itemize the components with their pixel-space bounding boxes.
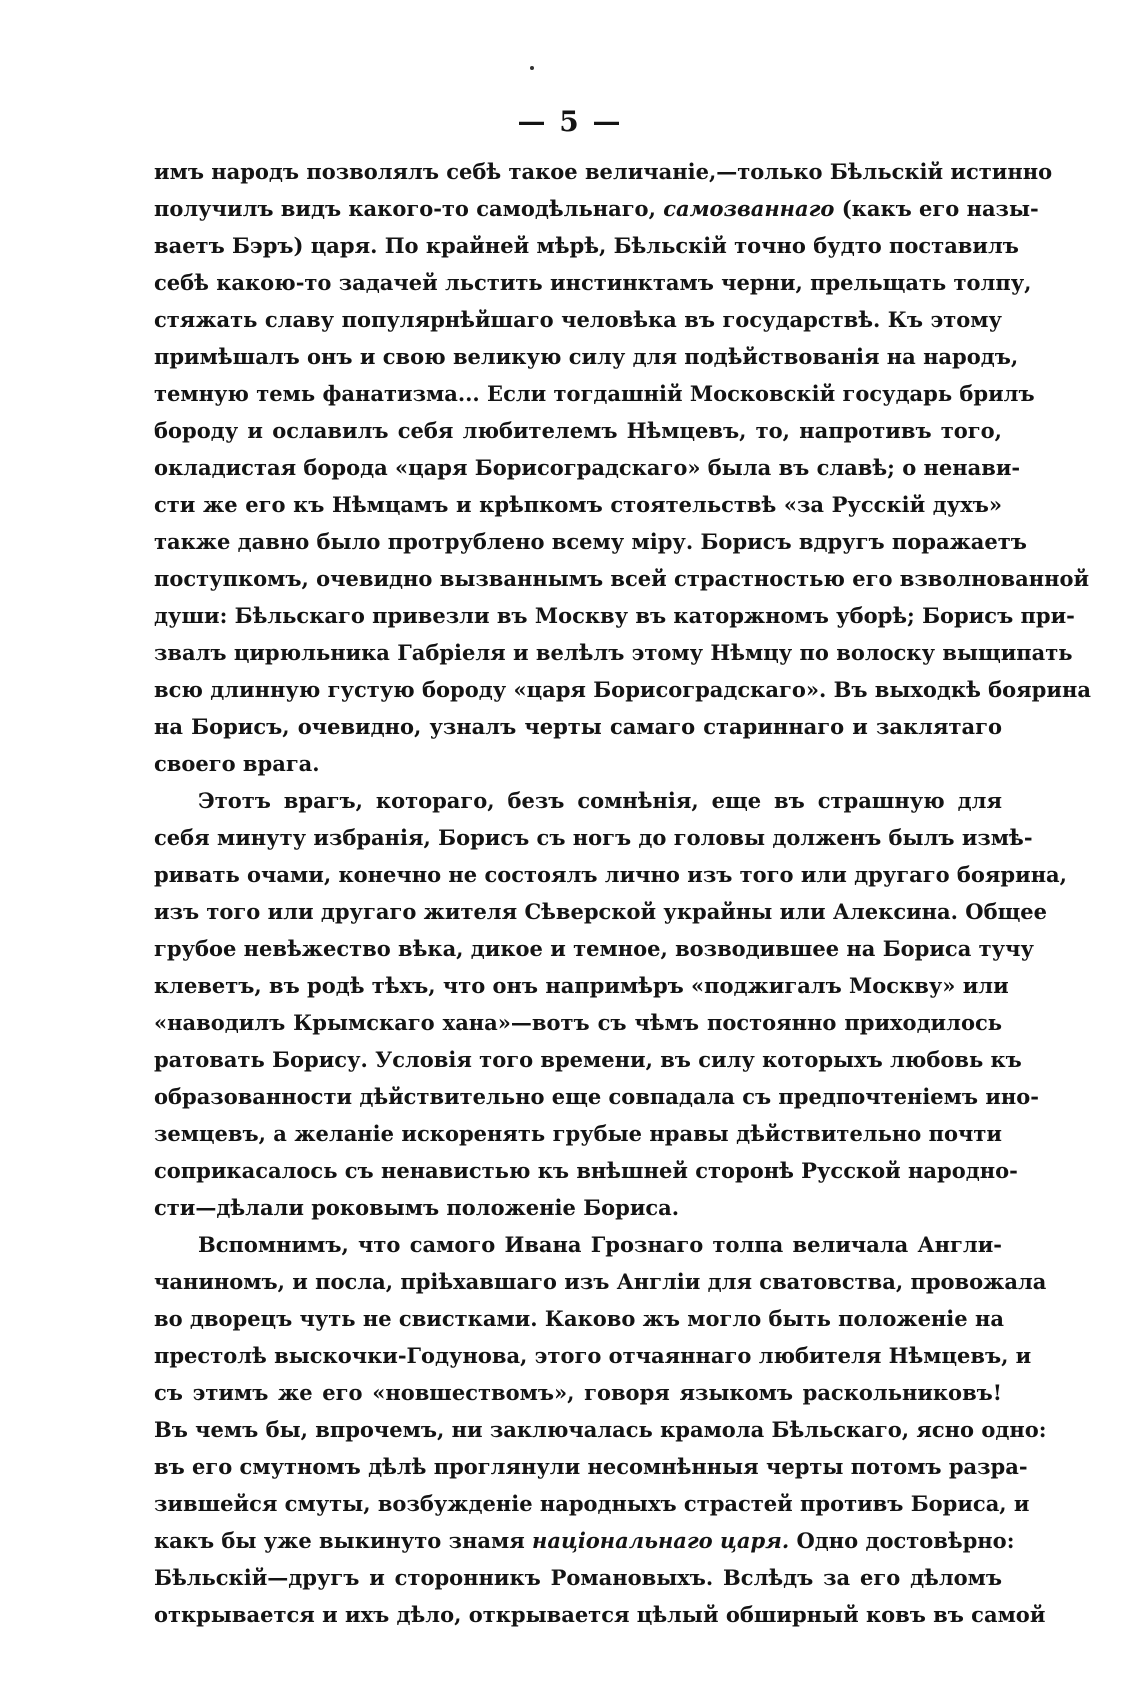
text-line: грубое невѣжество вѣка, дикое и темное, возводившее на Бориса тучу: [154, 936, 1034, 961]
print-speck: [530, 66, 534, 70]
text-line: себѣ какою-то задачей льстить инстинктамъ черни, прельщать толпу,: [154, 270, 1032, 295]
text-line: ривать очами, конечно не состоялъ лично изъ того или другаго боярина,: [154, 862, 1067, 887]
text-line: образованности дѣйствительно еще совпадала съ предпочтеніемъ ино-: [154, 1084, 1039, 1109]
page-number: — 5 —: [517, 105, 623, 138]
text-segment: какъ бы уже выкинуто знамя: [154, 1528, 533, 1553]
text-line: Вспомнимъ, что самого Ивана Грознаго толпа величала Англи-: [198, 1232, 1002, 1257]
text-line: соприкасалось съ ненавистью къ внѣшней сторонѣ Русской народно-: [154, 1158, 1018, 1183]
text-line: зившейся смуты, возбужденіе народныхъ страстей противъ Бориса, и: [154, 1491, 1030, 1516]
text-line: сти же его къ Нѣмцамъ и крѣпкомъ стоятельствѣ «за Русскій духъ»: [154, 492, 1002, 517]
text-line: престолѣ выскочки-Годунова, этого отчаяннаго любителя Нѣмцевъ, и: [154, 1343, 1032, 1368]
text-line: во дворецъ чуть не свистками. Каково жъ могло быть положеніе на: [154, 1306, 1004, 1331]
text-line: души: Бѣльскаго привезли въ Москву въ каторжномъ уборѣ; Борисъ при-: [154, 603, 1075, 628]
text-line: также давно было протрублено всему міру. Борисъ вдругъ поражаетъ: [154, 529, 1027, 554]
text-segment: Одно достовѣрно:: [789, 1528, 1015, 1553]
text-line: примѣшалъ онъ и свою великую силу для подѣйствованія на народъ,: [154, 344, 1019, 369]
text-line: Бѣльскій—другъ и сторонникъ Романовыхъ. Вслѣдъ за его дѣломъ: [154, 1565, 1002, 1590]
text-line: темную темь фанатизма... Если тогдашній Московскій государь брилъ: [154, 381, 1035, 406]
text-line: сти—дѣлали роковымъ положеніе Бориса.: [154, 1195, 680, 1220]
text-line: изъ того или другаго жителя Сѣверской украйны или Алексина. Общее: [154, 899, 1048, 924]
text-line: земцевъ, а желаніе искоренять грубые нравы дѣйствительно почти: [154, 1121, 1002, 1146]
text-line: окладистая борода «царя Борисоградскаго» была въ славѣ; о ненави-: [154, 455, 1021, 480]
text-line: открывается и ихъ дѣло, открывается цѣлый обширный ковъ въ самой: [154, 1602, 1046, 1627]
text-body: [154, 153, 1091, 1633]
text-line: въ его смутномъ дѣлѣ проглянули несомнѣнныя черты потомъ разра-: [154, 1454, 1028, 1479]
text-segment: (какъ его назы-: [834, 196, 1039, 221]
text-line: клеветъ, въ родѣ тѣхъ, что онъ напримѣръ «поджигалъ Москву» или: [154, 973, 1009, 998]
text-line: бороду и ославилъ себя любителемъ Нѣмцевъ, то, напротивъ того,: [154, 418, 1002, 443]
text-line: стяжать славу популярнѣйшаго человѣка въ государствѣ. Къ этому: [154, 307, 1002, 332]
text-line: съ этимъ же его «новшествомъ», говоря языкомъ раскольниковъ!: [154, 1380, 1002, 1405]
text-line: [154, 190, 1039, 227]
text-line: на Борисъ, очевидно, узналъ черты самаго стариннаго и заклятаго: [154, 714, 1002, 739]
text-line: себя минуту избранія, Борисъ съ ногъ до головы долженъ былъ измѣ-: [154, 825, 1033, 850]
text-line: «наводилъ Крымскаго хана»—вотъ съ чѣмъ постоянно приходилось: [154, 1010, 1002, 1035]
text-line: поступкомъ, очевидно вызваннымъ всей страстностью его взволнованной: [154, 566, 1090, 591]
text-line: чаниномъ, и посла, пріѣхавшаго изъ Англіи для сватовства, провожала: [154, 1269, 1047, 1294]
italic-emphasis: самозваннаго: [663, 196, 835, 221]
text-line: Этотъ врагъ, котораго, безъ сомнѣнія, еще въ страшную для: [198, 788, 1002, 813]
text-line: всю длинную густую бороду «царя Борисоградскаго». Въ выходкѣ боярина: [154, 677, 1091, 702]
text-line: звалъ цирюльника Габріеля и велѣлъ этому Нѣмцу по волоску выщипать: [154, 640, 1073, 665]
italic-emphasis: національнаго царя.: [532, 1528, 790, 1553]
text-line: имъ народъ позволялъ себѣ такое величаніе,—только Бѣльскій истинно: [154, 159, 1053, 184]
text-line: ратовать Борису. Условія того времени, въ силу которыхъ любовь къ: [154, 1047, 1022, 1072]
text-line: ваетъ Бэръ) царя. По крайней мѣрѣ, Бѣльскій точно будто поставилъ: [154, 233, 1019, 258]
text-line: Въ чемъ бы, впрочемъ, ни заключалась крамола Бѣльскаго, ясно одно:: [154, 1417, 1047, 1442]
text-segment: получилъ видъ какого-то самодѣльнаго,: [154, 196, 664, 221]
text-line: [154, 1522, 1015, 1559]
text-line: своего врага.: [154, 751, 320, 776]
